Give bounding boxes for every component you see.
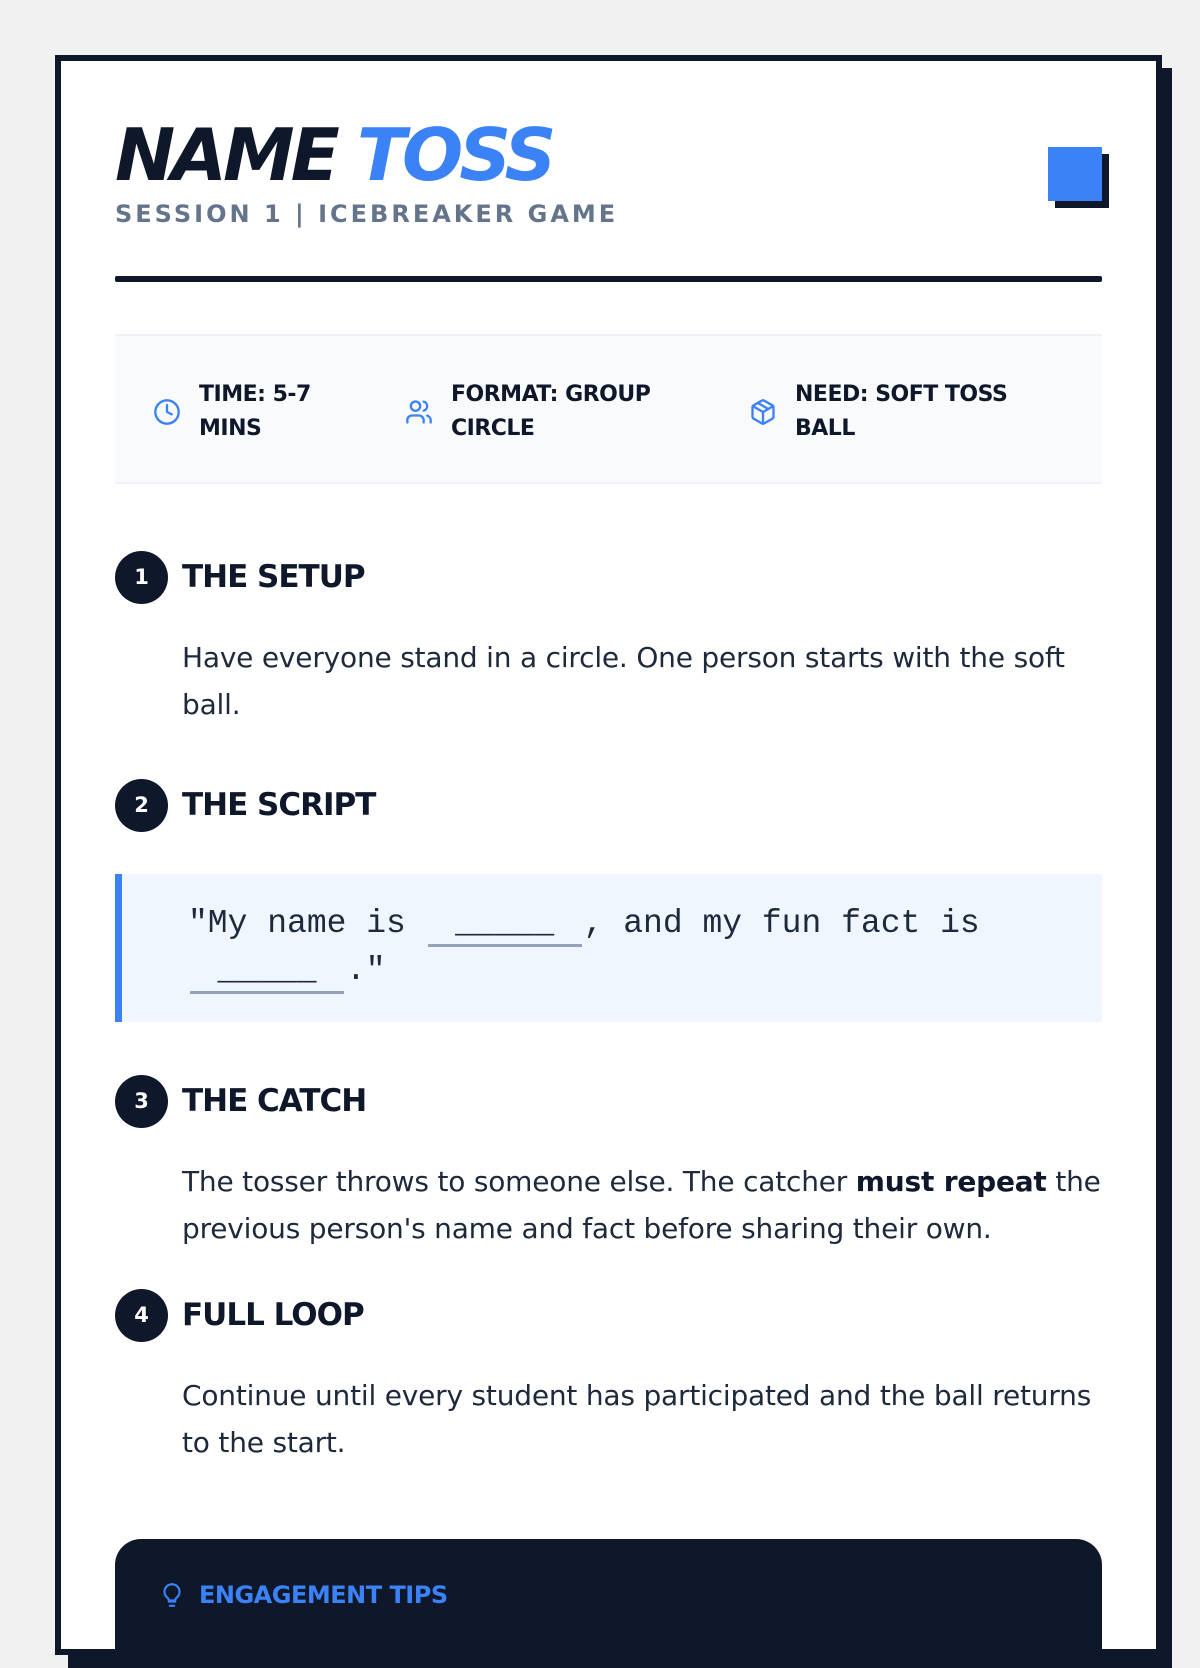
step-title: THE SETUP bbox=[182, 559, 365, 595]
step-body-before: The tosser throws to someone else. The catcher bbox=[182, 1165, 856, 1198]
header bbox=[115, 61, 1102, 276]
step-catch bbox=[115, 1074, 1102, 1252]
title-word-toss: TOSS bbox=[356, 113, 553, 197]
meta-time-line1: TIME: 5-7 bbox=[199, 382, 311, 407]
step-setup bbox=[115, 550, 1102, 728]
tips-label: ENGAGEMENT TIPS bbox=[199, 1581, 448, 1609]
header-divider bbox=[115, 276, 1102, 282]
step-number: 3 bbox=[115, 1075, 168, 1128]
step-title: THE SCRIPT bbox=[182, 787, 376, 823]
meta-format bbox=[405, 378, 715, 446]
meta-need-line1: NEED: SOFT TOSS bbox=[795, 382, 1008, 407]
box-icon bbox=[749, 398, 777, 426]
brand-square-icon bbox=[1048, 147, 1102, 201]
clock-icon bbox=[153, 398, 181, 426]
step-body-after: the previous person's name and fact before sharing their own. bbox=[182, 1165, 1101, 1245]
meta-need bbox=[749, 378, 1049, 446]
meta-bar bbox=[115, 334, 1102, 484]
step-body: Continue until every student has participated and the ball returns to the start. bbox=[182, 1379, 1092, 1459]
meta-time bbox=[153, 378, 383, 446]
script-part-2: , and my fun fact is bbox=[583, 905, 980, 942]
script-part-1: "My name is bbox=[188, 905, 426, 942]
title-word-name: NAME bbox=[115, 113, 336, 197]
step-title: THE CATCH bbox=[182, 1083, 367, 1119]
step-script bbox=[115, 778, 1102, 1022]
name-blank: _____ bbox=[428, 904, 582, 947]
lightbulb-icon bbox=[159, 1582, 185, 1608]
step-body bbox=[182, 1158, 1102, 1252]
meta-format-line1: FORMAT: GROUP bbox=[451, 382, 651, 407]
step-number: 2 bbox=[115, 779, 168, 832]
meta-need-line2: BALL bbox=[795, 416, 855, 441]
game-card bbox=[55, 55, 1162, 1655]
page-title bbox=[115, 113, 553, 197]
script-part-3: ." bbox=[346, 952, 386, 989]
engagement-tips-panel bbox=[115, 1539, 1102, 1655]
step-full-loop bbox=[115, 1288, 1102, 1466]
step-body-emphasis: must repeat bbox=[855, 1165, 1047, 1198]
meta-time-line2: MINS bbox=[199, 416, 262, 441]
step-number: 1 bbox=[115, 551, 168, 604]
meta-format-line2: CIRCLE bbox=[451, 416, 535, 441]
users-icon bbox=[405, 398, 433, 426]
page-subtitle: SESSION 1 | ICEBREAKER GAME bbox=[115, 200, 619, 228]
script-quote bbox=[115, 874, 1102, 1022]
step-body: Have everyone stand in a circle. One person starts with the soft ball. bbox=[182, 641, 1065, 721]
step-number: 4 bbox=[115, 1289, 168, 1342]
step-title: FULL LOOP bbox=[182, 1297, 364, 1333]
fact-blank: _____ bbox=[190, 951, 344, 994]
